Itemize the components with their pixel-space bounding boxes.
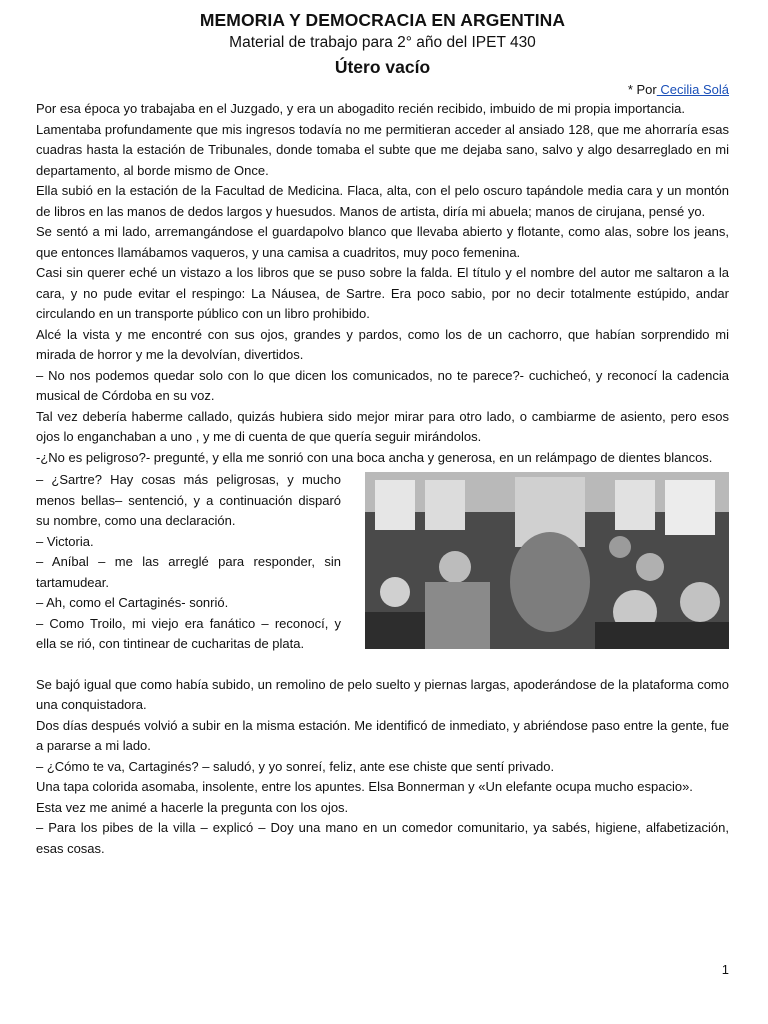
paragraph: Casi sin querer eché un vistazo a los libros que se puso sobre la falda. El título y el nombre del autor me saltaron a la cara, y no pude evitar el respingo: La Náusea, de Sartre. Era poco sabio, por no decir totalmente estúpido, andar circulando en un transporte público con un libro prohibido.	[36, 265, 729, 321]
document-page	[36, 8, 729, 859]
document-subtitle: Material de trabajo para 2° año del IPET 430	[229, 34, 536, 51]
paragraph: Ella subió en la estación de la Facultad de Medicina. Flaca, alta, con el pelo oscuro tapándole media cara y un montón de libros en las manos de dedos largos y huesudos. Manos de artista, diría mi abuela; manos de cirujana, pensé yo.	[36, 183, 729, 219]
paragraph: Esta vez me animé a hacerle la pregunta con los ojos.	[36, 799, 349, 815]
paragraph: – ¿Cómo te va, Cartaginés? – saludó, y yo sonreí, feliz, ante ese chiste que sentí privado.	[36, 758, 555, 774]
dialogue-line: – Como Troilo, mi viejo era fanático – reconocí, y ella se rió, con tintinear de cucharitas de plata.	[36, 615, 341, 651]
paragraph: Por esa época yo trabajaba en el Juzgado, y era un abogadito recién recibido, imbuido de mi propia importancia.	[36, 101, 685, 116]
paragraph: Tal vez debería haberme callado, quizás hubiera sido mejor mirar para otro lado, o cambiarme de asiento, pero esos ojos lo enganchaban a uno , y me di cuenta de que quería seguir mirándolos.	[36, 408, 729, 444]
paragraph: Alcé la vista y me encontré con sus ojos, grandes y pardos, como los de un cachorro, que habían sorprendido mi mirada de horror y me la devolvían, divertidos.	[36, 326, 729, 362]
paragraph: Lamentaba profundamente que mis ingresos todavía no me permitieran acceder al ansiado 128, que me ahorraría esas cuadras hasta la estación de Tribunales, donde tomaba el subte que me dejaba sano, salvo y algo desarreglado en mi departamento, al borde mismo de Once.	[36, 121, 729, 178]
paragraph: Dos días después volvió a subir en la misma estación. Me identificó de inmediato, y abriéndose paso entre la gente, fue a pararse a mi lado.	[36, 717, 729, 753]
dialogue-line: – ¿Sartre? Hay cosas más peligrosas, y mucho menos bellas– sentenció, y a continuación disparó su nombre, como una declaración.	[36, 472, 341, 528]
author-link[interactable]: Cecilia Solá	[656, 82, 729, 97]
dialogue-line: – Aníbal – me las arreglé para responder, sin tartamudear.	[36, 554, 341, 590]
dialogue-column	[36, 470, 341, 655]
paragraph: -¿No es peligroso?- pregunté, y ella me sonrió con una boca ancha y generosa, en un relámpago de dientes blancos.	[36, 449, 713, 465]
page-number: 1	[721, 962, 729, 977]
byline-prefix: * Por	[627, 82, 657, 97]
document-title: MEMORIA Y DEMOCRACIA EN ARGENTINA	[199, 10, 566, 30]
subway-car-photo	[365, 472, 729, 649]
paragraph: Se sentó a mi lado, arremangándose el guardapolvo blanco que llevaba abierto y flotante, como alas, sobre los jeans, que entonces llamábamos vaqueros, y una camisa a cuadritos, muy poco femenina.	[36, 224, 729, 260]
dialogue-line: – Victoria.	[36, 533, 94, 549]
subway-photo-illustration	[365, 472, 729, 649]
paragraph: – No nos podemos quedar solo con lo que dicen los comunicados, no te parece?- cuchicheó, y reconocí la cadencia musical de Córdoba en su voz.	[36, 367, 729, 403]
paragraph: – Para los pibes de la villa – explicó – Doy una mano en un comedor comunitario, ya sabés, higiene, alfabetización, esas cosas.	[36, 820, 729, 856]
dialogue-line: – Ah, como el Cartaginés- sonrió.	[36, 595, 229, 610]
byline	[36, 81, 729, 99]
story-body-top	[36, 99, 729, 468]
story-title: Útero vacío	[334, 57, 431, 77]
story-body-bottom	[36, 675, 729, 860]
text-with-photo	[36, 470, 729, 655]
paragraph: Se bajó igual que como había subido, un remolino de pelo suelto y piernas largas, apoderándose de la plataforma como una conquistadora.	[36, 676, 729, 712]
paragraph: Una tapa colorida asomaba, insolente, entre los apuntes. Elsa Bonnerman y «Un elefante ocupa mucho espacio».	[36, 779, 693, 794]
